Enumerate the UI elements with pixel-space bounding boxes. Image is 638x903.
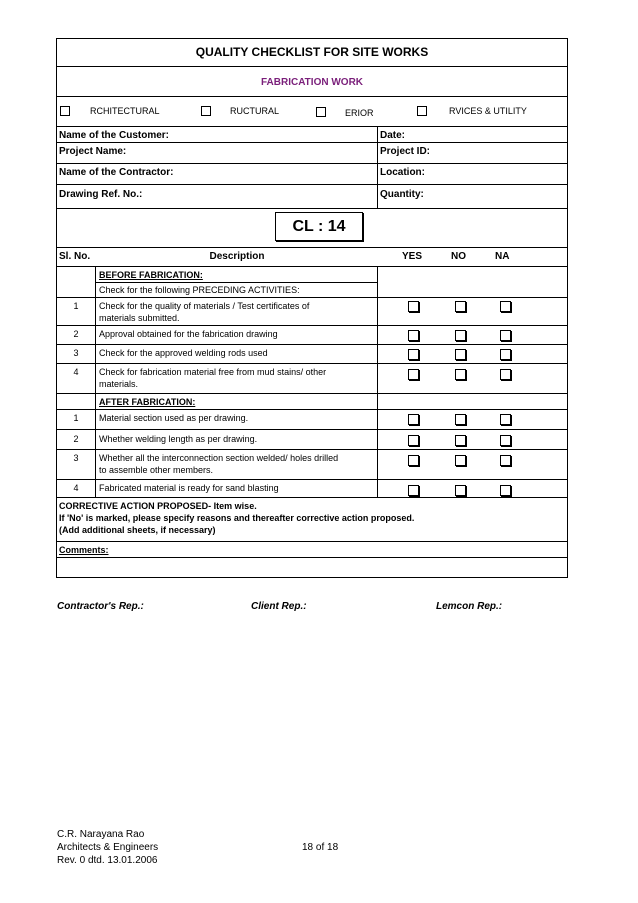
- table-row-number: 3: [73, 453, 79, 463]
- contractor-name-label: Name of the Contractor:: [59, 167, 174, 178]
- table-row-desc-cont: to assemble other members.: [99, 465, 214, 475]
- table-row-desc: Check for the quality of materials / Test certificates of: [99, 301, 310, 311]
- no-checkbox[interactable]: [455, 485, 466, 496]
- na-checkbox[interactable]: [500, 330, 511, 341]
- corrective-action-heading: CORRECTIVE ACTION PROPOSED- Item wise.: [59, 501, 257, 511]
- na-checkbox[interactable]: [500, 414, 511, 425]
- date-label: Date:: [380, 130, 406, 141]
- col-header-yes: YES: [402, 251, 423, 262]
- yes-checkbox[interactable]: [408, 330, 419, 341]
- table-row-desc: Fabricated material is ready for sand blasting: [99, 483, 279, 493]
- quantity-label: Quantity:: [380, 189, 424, 200]
- form-subtitle: FABRICATION WORK: [260, 77, 364, 88]
- category-label-interior: ERIOR: [345, 108, 374, 118]
- col-header-sl: Sl. No.: [59, 251, 91, 262]
- comments-label: Comments:: [59, 545, 109, 555]
- table-row-number: 3: [73, 348, 79, 358]
- checklist-number-badge: CL : 14: [275, 212, 363, 241]
- footer-firm: Architects & Engineers: [57, 842, 159, 853]
- table-row-number: 1: [73, 413, 79, 423]
- table-row-desc: Approval obtained for the fabrication drawing: [99, 329, 278, 339]
- table-row-number: 2: [73, 329, 79, 339]
- category-label-services: RVICES & UTILITY: [449, 106, 527, 116]
- client-rep-label: Client Rep.:: [251, 601, 307, 612]
- table-row-number: 4: [73, 483, 79, 493]
- corrective-action-instruction: If 'No' is marked, please specify reasons and thereafter corrective action proposed.: [59, 513, 415, 523]
- footer-revision: Rev. 0 dtd. 13.01.2006: [57, 855, 158, 866]
- customer-name-label: Name of the Customer:: [59, 130, 170, 141]
- no-checkbox[interactable]: [455, 301, 466, 312]
- lemcon-rep-label: Lemcon Rep.:: [436, 601, 503, 612]
- na-checkbox[interactable]: [500, 369, 511, 380]
- category-checkbox-interior[interactable]: [316, 107, 326, 117]
- col-header-no: NO: [451, 251, 466, 262]
- before-intro-text: Check for the following PRECEDING ACTIVITIES:: [99, 285, 300, 295]
- yes-checkbox[interactable]: [408, 414, 419, 425]
- na-checkbox[interactable]: [500, 349, 511, 360]
- col-header-description: Description: [209, 251, 265, 262]
- category-label-structural: RUCTURAL: [230, 106, 280, 116]
- table-row-desc-cont: materials submitted.: [99, 313, 180, 323]
- drawing-ref-label: Drawing Ref. No.:: [59, 189, 143, 200]
- category-checkbox-structural[interactable]: [201, 106, 211, 116]
- table-row-desc: Check for fabrication material free from mud stains/ other: [99, 367, 327, 377]
- no-checkbox[interactable]: [455, 349, 466, 360]
- table-row-desc-cont: materials.: [99, 379, 139, 389]
- no-checkbox[interactable]: [455, 455, 466, 466]
- location-label: Location:: [380, 167, 425, 178]
- no-checkbox[interactable]: [455, 369, 466, 380]
- table-row-desc: Whether all the interconnection section welded/ holes drilled: [99, 453, 339, 463]
- after-fabrication-heading: AFTER FABRICATION:: [99, 397, 196, 407]
- contractor-rep-label: Contractor's Rep.:: [57, 601, 144, 612]
- yes-checkbox[interactable]: [408, 485, 419, 496]
- yes-checkbox[interactable]: [408, 435, 419, 446]
- na-checkbox[interactable]: [500, 455, 511, 466]
- yes-checkbox[interactable]: [408, 455, 419, 466]
- category-checkbox-architectural[interactable]: [60, 106, 70, 116]
- no-checkbox[interactable]: [455, 414, 466, 425]
- col-header-na: NA: [495, 251, 510, 262]
- na-checkbox[interactable]: [500, 435, 511, 446]
- project-id-label: Project ID:: [380, 146, 431, 157]
- table-row-number: 4: [73, 367, 79, 377]
- na-checkbox[interactable]: [500, 485, 511, 496]
- page-number: 18 of 18: [302, 842, 339, 853]
- table-row-desc: Material section used as per drawing.: [99, 413, 249, 423]
- yes-checkbox[interactable]: [408, 369, 419, 380]
- table-row-number: 1: [73, 301, 79, 311]
- yes-checkbox[interactable]: [408, 349, 419, 360]
- yes-checkbox[interactable]: [408, 301, 419, 312]
- form-title: QUALITY CHECKLIST FOR SITE WORKS: [195, 45, 429, 59]
- checklist-form: [56, 38, 568, 578]
- footer-author: C.R. Narayana Rao: [57, 829, 145, 840]
- before-fabrication-heading: BEFORE FABRICATION:: [99, 270, 203, 280]
- project-name-label: Project Name:: [59, 146, 127, 157]
- no-checkbox[interactable]: [455, 435, 466, 446]
- table-row-desc: Whether welding length as per drawing.: [99, 434, 258, 444]
- category-label-architectural: RCHITECTURAL: [90, 106, 160, 116]
- corrective-action-note: (Add additional sheets, if necessary): [59, 525, 216, 535]
- na-checkbox[interactable]: [500, 301, 511, 312]
- table-row-number: 2: [73, 434, 79, 444]
- no-checkbox[interactable]: [455, 330, 466, 341]
- table-row-desc: Check for the approved welding rods used: [99, 348, 268, 358]
- category-checkbox-services[interactable]: [417, 106, 427, 116]
